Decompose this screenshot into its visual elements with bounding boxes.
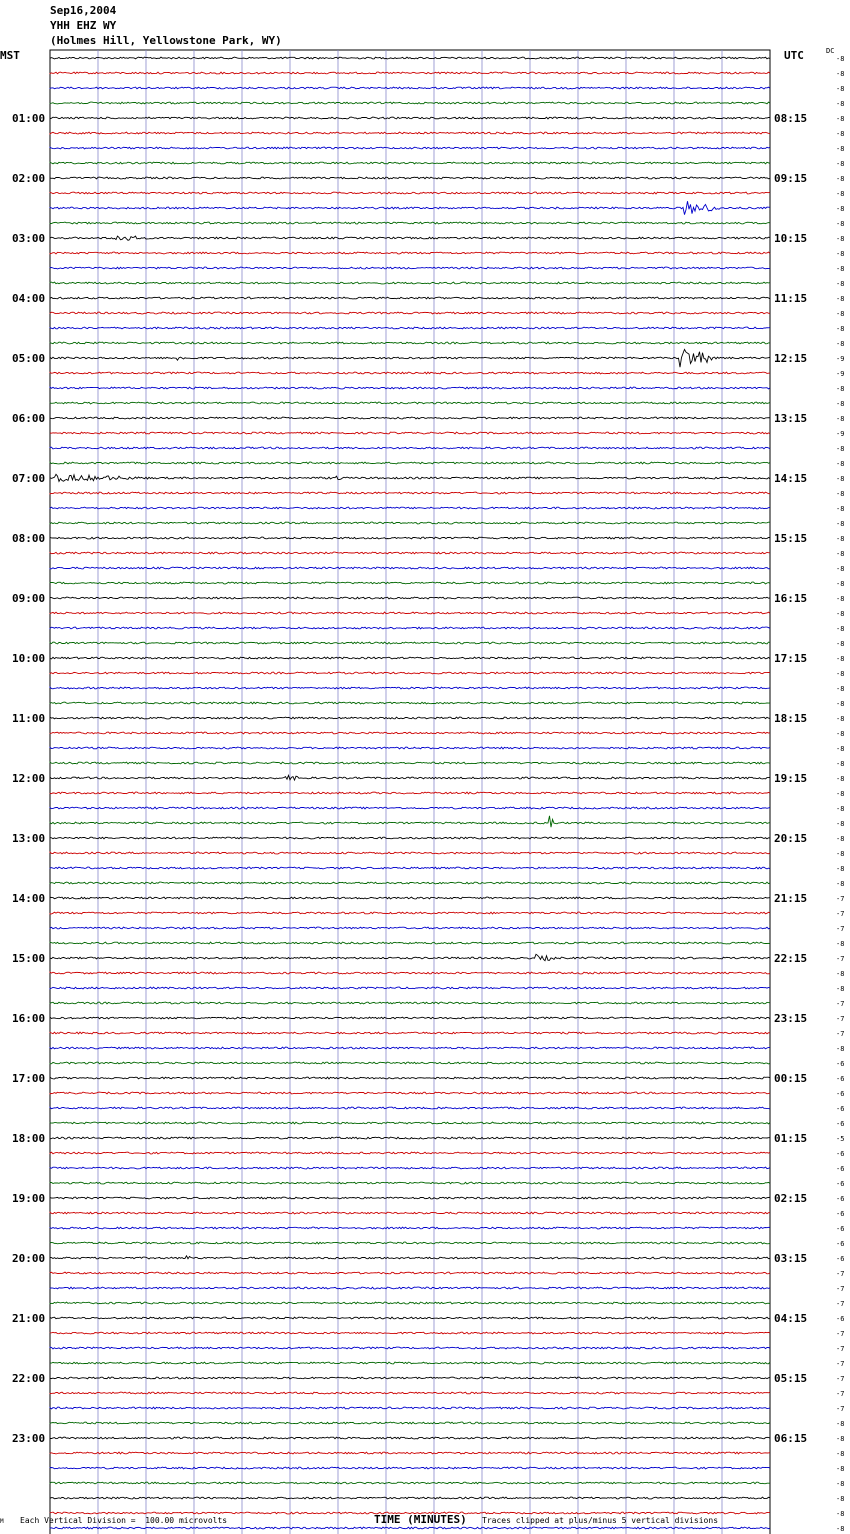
left-hour-label: 01:00 [12,112,46,125]
seismic-trace [50,582,770,584]
right-hour-label: 23:15 [774,1012,808,1025]
seismic-trace [50,1287,770,1289]
dc-offset-label: -8 [836,265,845,273]
seismic-trace [50,1227,770,1229]
seismic-trace [50,1452,770,1454]
seismic-trace [50,372,770,374]
right-hour-label: 19:15 [774,772,808,785]
seismic-trace [50,222,770,224]
seismic-trace [50,852,770,854]
right-hour-label: 03:15 [774,1252,808,1265]
dc-offset-label: -8 [836,880,845,888]
station-code: YHH EHZ WY [50,19,117,32]
left-hour-label: 12:00 [12,772,46,785]
seismic-trace [50,447,770,449]
dc-offset-label: -8 [836,400,845,408]
seismic-trace [50,236,770,240]
seismic-trace [50,87,770,89]
seismic-trace [50,537,770,539]
seismic-trace [50,402,770,404]
seismic-trace [50,327,770,329]
seismic-trace [50,642,770,644]
seismic-trace [50,612,770,614]
dc-offset-label: -8 [836,970,845,978]
seismic-trace [50,775,770,780]
right-hour-label: 00:15 [774,1072,808,1085]
dc-offset-label: -8 [836,1045,845,1053]
left-hour-label: 06:00 [12,412,46,425]
left-hour-label: 05:00 [12,352,46,365]
right-hour-label: 02:15 [774,1192,808,1205]
dc-offset-label: -6 [836,1180,845,1188]
dc-offset-label: -9 [836,370,845,378]
dc-offset-label: -7 [836,1270,845,1278]
dc-offset-label: -7 [836,1000,845,1008]
seismic-trace [50,102,770,104]
right-hour-label: 13:15 [774,412,808,425]
dc-offset-label: -7 [836,895,845,903]
seismic-trace [50,349,770,367]
dc-offset-label: -8 [836,490,845,498]
dc-offset-label: -6 [836,1075,845,1083]
dc-offset-label: -6 [836,1240,845,1248]
dc-offset-label: -8 [836,340,845,348]
dc-offset-label: -6 [836,1090,845,1098]
seismic-trace [50,954,770,960]
right-hour-label: 04:15 [774,1312,808,1325]
seismic-trace [50,1347,770,1349]
dc-offset-label: -6 [836,1060,845,1068]
seismic-trace [50,177,770,179]
seismic-trace [50,117,770,119]
seismic-trace [50,1362,770,1364]
seismic-trace [50,672,770,674]
right-hour-label: 12:15 [774,352,808,365]
seismic-trace [50,462,770,464]
dc-offset-header: DC [826,47,835,55]
seismic-trace [50,942,770,944]
dc-offset-label: -8 [836,820,845,828]
dc-offset-label: -8 [836,475,845,483]
seismic-trace [50,1212,770,1214]
dc-offset-label: -8 [836,550,845,558]
dc-offset-label: -8 [836,280,845,288]
right-hour-label: 14:15 [774,472,808,485]
dc-offset-label: -7 [836,1015,845,1023]
dc-offset-label: -7 [836,925,845,933]
seismic-trace [50,417,770,419]
seismic-trace [50,1377,770,1379]
seismic-trace [50,1302,770,1304]
dc-offset-label: -7 [836,1405,845,1413]
dc-offset-label: -8 [836,625,845,633]
seismic-trace [50,1407,770,1409]
dc-offset-label: -6 [836,1255,845,1263]
dc-offset-label: -6 [836,1195,845,1203]
dc-offset-label: -8 [836,310,845,318]
seismic-trace [50,1107,770,1109]
clip-note: Traces clipped at plus/minus 5 vertical divisions [482,1516,719,1525]
right-hour-label: 06:15 [774,1432,808,1445]
left-hour-label: 20:00 [12,1252,46,1265]
seismic-trace [50,657,770,659]
corner-mark: M [0,1518,4,1525]
seismic-trace [50,732,770,734]
seismic-trace [50,1032,770,1034]
right-hour-label: 05:15 [774,1372,808,1385]
dc-offset-label: -8 [836,1525,845,1533]
dc-offset-label: -8 [836,415,845,423]
right-hour-label: 09:15 [774,172,808,185]
seismic-trace [50,567,770,569]
seismic-trace [50,282,770,284]
seismic-trace [50,1017,770,1019]
seismic-trace [50,432,770,434]
dc-offset-label: -8 [836,715,845,723]
seismic-trace [50,312,770,314]
seismic-trace [50,1317,770,1319]
seismic-trace [50,1242,770,1244]
dc-offset-label: -5 [836,1135,845,1143]
dc-offset-label: -7 [836,1345,845,1353]
left-hour-label: 21:00 [12,1312,46,1325]
seismic-trace [50,297,770,299]
left-hour-label: 09:00 [12,592,46,605]
seismic-trace [50,912,770,914]
dc-offset-label: -6 [836,1150,845,1158]
seismic-trace [50,492,770,494]
seismic-trace [50,267,770,269]
seismic-trace [50,792,770,794]
seismic-trace [50,1137,770,1139]
dc-offset-label: -7 [836,1030,845,1038]
dc-offset-label: -8 [836,520,845,528]
seismic-trace [50,1047,770,1049]
seismic-trace [50,927,770,929]
seismic-trace [50,747,770,749]
seismic-trace [50,342,770,344]
dc-offset-label: -7 [836,1330,845,1338]
seismic-trace [50,1256,770,1259]
dc-offset-label: -8 [836,985,845,993]
dc-offset-label: -8 [836,535,845,543]
dc-offset-label: -8 [836,190,845,198]
dc-offset-label: -8 [836,865,845,873]
right-hour-label: 18:15 [774,712,808,725]
seismic-trace [50,816,770,827]
right-hour-label: 17:15 [774,652,808,665]
seismic-trace [50,507,770,509]
left-hour-label: 08:00 [12,532,46,545]
dc-offset-label: -8 [836,940,845,948]
seismic-trace [50,162,770,164]
seismic-trace [50,972,770,974]
left-hour-label: 14:00 [12,892,46,905]
dc-offset-label: -8 [836,580,845,588]
dc-offset-label: -8 [836,1495,845,1503]
dc-offset-label: -8 [836,835,845,843]
seismic-trace [50,1062,770,1064]
seismic-trace [50,807,770,809]
seismic-trace [50,987,770,989]
seismic-trace [50,387,770,389]
dc-offset-label: -8 [836,295,845,303]
dc-offset-label: -8 [836,610,845,618]
x-axis-label: TIME (MINUTES) [374,1513,467,1526]
seismic-trace [50,1092,770,1094]
seismic-trace [50,57,770,59]
seismic-trace [50,1197,770,1199]
left-hour-label: 19:00 [12,1192,46,1205]
seismic-trace [50,897,770,899]
dc-offset-label: -8 [836,100,845,108]
dc-offset-label: -8 [836,1510,845,1518]
left-hour-label: 17:00 [12,1072,46,1085]
dc-offset-label: -7 [836,955,845,963]
dc-offset-label: -8 [836,685,845,693]
seismic-trace [50,597,770,599]
dc-offset-label: -6 [836,1225,845,1233]
left-hour-label: 13:00 [12,832,46,845]
right-hour-label: 15:15 [774,532,808,545]
dc-offset-label: -8 [836,385,845,393]
dc-offset-label: -8 [836,250,845,258]
seismic-trace [50,1152,770,1154]
dc-offset-label: -7 [836,1300,845,1308]
seismic-trace [50,201,770,214]
dc-offset-label: -8 [836,730,845,738]
scale-note: Each Vertical Division = 100.00 microvolts [20,1516,228,1525]
dc-offset-label: -8 [836,145,845,153]
seismic-trace [50,552,770,554]
seismic-trace [50,762,770,764]
left-hour-label: 22:00 [12,1372,46,1385]
dc-offset-label: -8 [836,640,845,648]
left-hour-label: 04:00 [12,292,46,305]
dc-offset-label: -8 [836,70,845,78]
seismic-trace [50,522,770,524]
seismic-trace [50,627,770,629]
dc-offset-label: -8 [836,670,845,678]
right-hour-label: 11:15 [774,292,808,305]
dc-offset-label: -8 [836,1420,845,1428]
dc-offset-label: -8 [836,745,845,753]
seismic-trace [50,474,770,481]
dc-offset-label: -8 [836,1465,845,1473]
seismic-trace [50,1077,770,1079]
seismic-trace [50,252,770,254]
dc-offset-label: -6 [836,1210,845,1218]
dc-offset-label: -8 [836,595,845,603]
left-hour-label: 03:00 [12,232,46,245]
plot-frame [50,50,770,1534]
dc-offset-label: -9 [836,355,845,363]
seismic-trace [50,1482,770,1484]
dc-offset-label: -6 [836,1120,845,1128]
dc-offset-label: -8 [836,775,845,783]
seismic-trace [50,837,770,839]
seismic-trace [50,1497,770,1499]
left-hour-label: 23:00 [12,1432,46,1445]
left-hour-label: 11:00 [12,712,46,725]
dc-offset-label: -8 [836,760,845,768]
seismic-trace [50,1002,770,1004]
right-hour-label: 20:15 [774,832,808,845]
seismic-trace [50,147,770,149]
dc-offset-label: -8 [836,1435,845,1443]
seismic-trace [50,1122,770,1124]
seismic-trace [50,1422,770,1424]
dc-offset-label: -8 [836,505,845,513]
dc-offset-label: -8 [836,205,845,213]
seismic-trace [50,1437,770,1439]
seismic-trace [50,1167,770,1169]
dc-offset-label: -8 [836,115,845,123]
right-hour-label: 08:15 [774,112,808,125]
dc-offset-label: -7 [836,910,845,918]
seismic-trace [50,882,770,884]
seismic-trace [50,1527,770,1529]
dc-offset-label: -6 [836,1315,845,1323]
dc-offset-label: -8 [836,220,845,228]
dc-offset-label: -7 [836,1285,845,1293]
seismic-trace [50,192,770,194]
right-hour-label: 10:15 [774,232,808,245]
dc-offset-label: -8 [836,655,845,663]
dc-offset-label: -8 [836,1450,845,1458]
left-hour-label: 10:00 [12,652,46,665]
station-location: (Holmes Hill, Yellowstone Park, WY) [50,34,282,47]
seismic-trace [50,132,770,134]
left-hour-label: 07:00 [12,472,46,485]
dc-offset-label: -8 [836,850,845,858]
dc-offset-label: -8 [836,805,845,813]
seismic-trace [50,1182,770,1184]
right-timezone-label: UTC [784,49,804,62]
right-hour-label: 16:15 [774,592,808,605]
right-hour-label: 22:15 [774,952,808,965]
seismic-trace [50,1392,770,1394]
seismic-trace [50,867,770,869]
dc-offset-label: -8 [836,700,845,708]
right-hour-label: 21:15 [774,892,808,905]
dc-offset-label: -8 [836,235,845,243]
seismic-trace [50,1467,770,1469]
dc-offset-label: -9 [836,430,845,438]
dc-offset-label: -8 [836,460,845,468]
dc-offset-label: -8 [836,130,845,138]
dc-offset-label: -8 [836,565,845,573]
left-timezone-label: MST [0,49,20,62]
dc-offset-label: -7 [836,1375,845,1383]
dc-offset-label: -7 [836,1360,845,1368]
left-hour-label: 18:00 [12,1132,46,1145]
dc-offset-label: -8 [836,1480,845,1488]
dc-offset-label: -8 [836,160,845,168]
seismic-trace [50,1272,770,1274]
dc-offset-label: -8 [836,325,845,333]
seismic-trace [50,702,770,704]
seismic-trace [50,687,770,689]
seismic-trace [50,1332,770,1334]
seismic-trace [50,717,770,719]
left-hour-label: 02:00 [12,172,46,185]
left-hour-label: 15:00 [12,952,46,965]
dc-offset-label: -8 [836,445,845,453]
dc-offset-label: -8 [836,175,845,183]
dc-offset-label: -8 [836,790,845,798]
left-hour-label: 16:00 [12,1012,46,1025]
dc-offset-label: -8 [836,85,845,93]
seismic-trace [50,72,770,74]
right-hour-label: 01:15 [774,1132,808,1145]
plot-date: Sep16,2004 [50,4,117,17]
dc-offset-label: -6 [836,1165,845,1173]
dc-offset-label: -7 [836,1390,845,1398]
dc-offset-label: -8 [836,55,845,63]
dc-offset-label: -6 [836,1105,845,1113]
